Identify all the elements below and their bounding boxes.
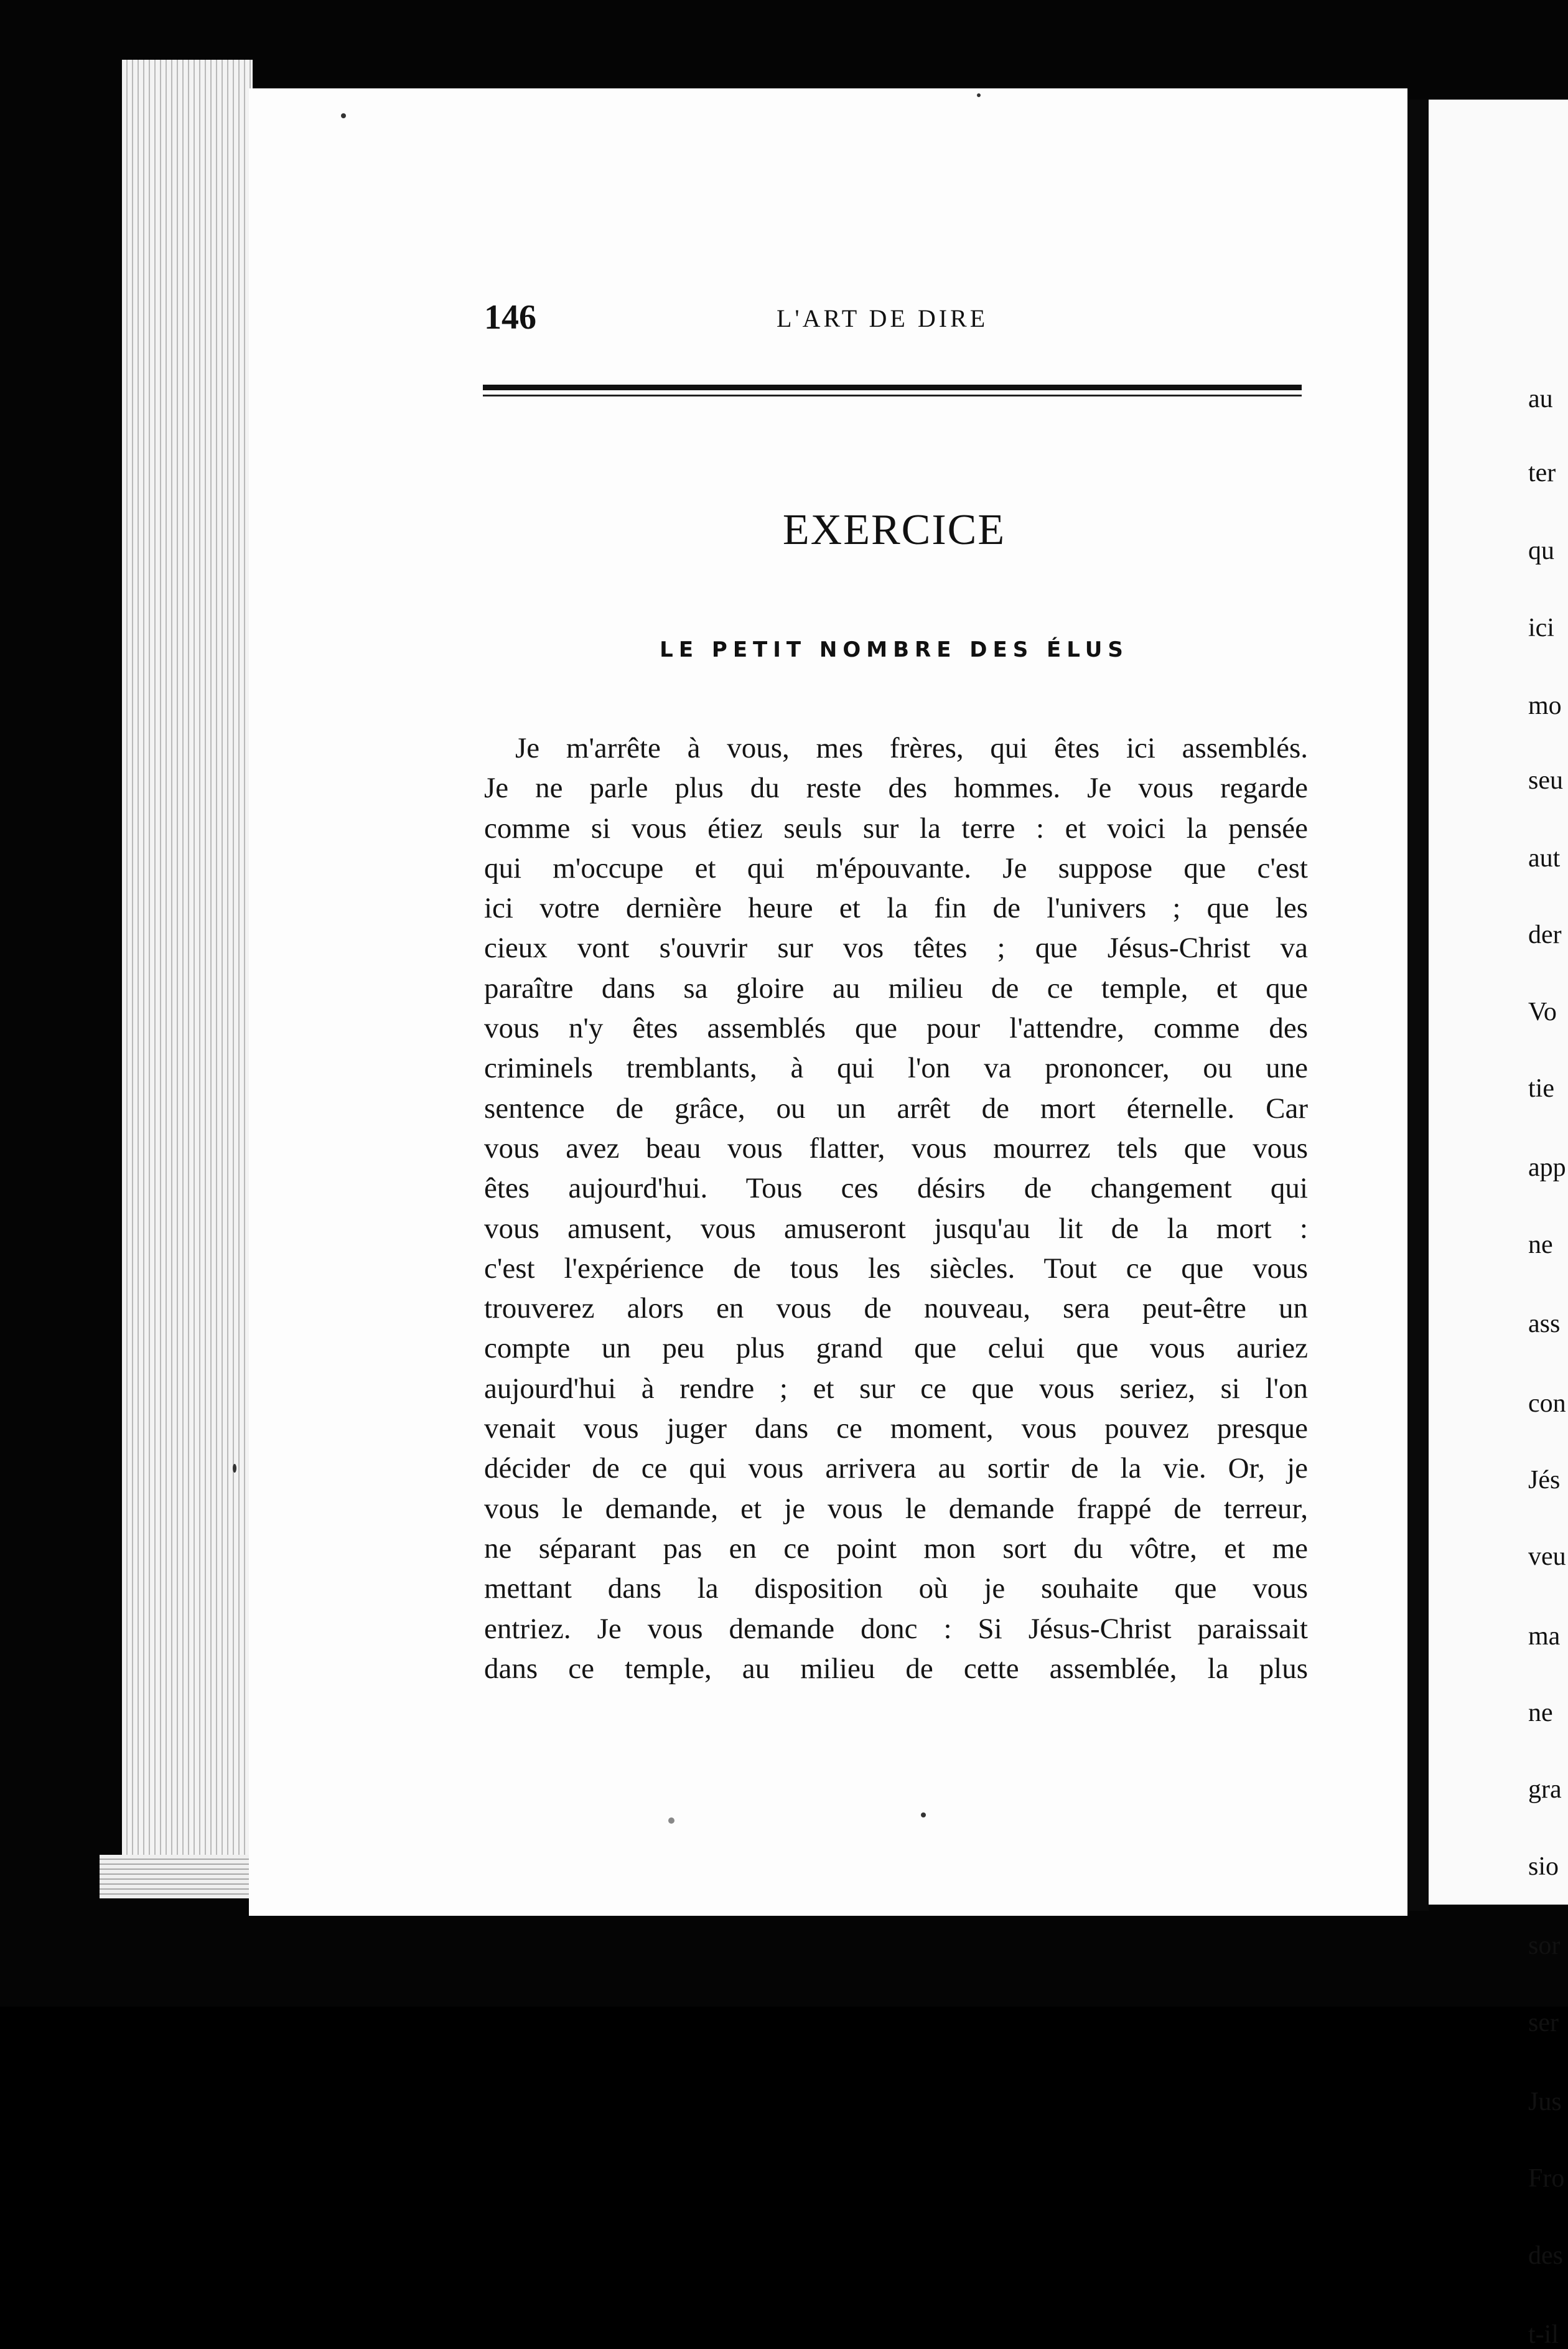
- facing-page-line: ne: [1528, 1230, 1553, 1259]
- body-text: [484, 728, 1308, 1689]
- facing-page-line: au: [1528, 384, 1553, 413]
- facing-page-line: t-il: [1528, 2320, 1559, 2349]
- book-page-edges: [122, 60, 253, 1890]
- facing-page-line: sor: [1528, 1931, 1561, 1961]
- facing-page-line: ser: [1528, 2008, 1559, 2037]
- running-head: [484, 298, 1307, 341]
- book-page-right: [1429, 100, 1568, 2349]
- text-line: qui m'occupe et qui m'épouvante. Je suppose que c'est: [484, 851, 1308, 884]
- text-line: vous avez beau vous flatter, vous mourrez tels que vous: [484, 1132, 1308, 1165]
- facing-page-line: sio: [1528, 1852, 1559, 1881]
- section-subheading: LE PETIT NOMBRE DES ÉLUS: [660, 637, 1129, 662]
- text-line: décider de ce qui vous arrivera au sortir de la vie. Or, je: [484, 1452, 1308, 1485]
- facing-page-line: Vo: [1528, 997, 1557, 1026]
- facing-page-line: Jés: [1528, 1465, 1561, 1494]
- book-gutter: [1407, 100, 1429, 1911]
- facing-page-line: Fro: [1528, 2164, 1565, 2193]
- text-line: compte un peu plus grand que celui que vous auriez: [484, 1332, 1308, 1365]
- text-line: trouverez alors en vous de nouveau, sera peut-être un: [484, 1292, 1308, 1325]
- section-heading: EXERCICE: [782, 506, 1006, 554]
- text-line: ne séparant pas en ce point mon sort du vôtre, et me: [484, 1532, 1308, 1565]
- header-rule-thick: [483, 385, 1302, 390]
- text-line: sentence de grâce, ou un arrêt de mort éternelle. Car: [484, 1092, 1308, 1125]
- text-line: aujourd'hui à rendre ; et sur ce que vous seriez, si l'on: [484, 1372, 1308, 1405]
- facing-page-line: mo: [1528, 692, 1562, 721]
- page-number: 146: [484, 298, 536, 337]
- facing-page-line: ici: [1528, 613, 1554, 642]
- speck: [977, 93, 981, 97]
- text-line: venait vous juger dans ce moment, vous pouvez presque: [484, 1412, 1308, 1445]
- text-line: dans ce temple, au milieu de cette assemblée, la plus: [484, 1652, 1308, 1685]
- text-line: cieux vont s'ouvrir sur vos têtes ; que Jésus-Christ va: [484, 932, 1308, 965]
- text-line: comme si vous étiez seuls sur la terre : et voici la pensée: [484, 812, 1308, 845]
- facing-page-line: seu: [1528, 766, 1563, 795]
- facing-page-line: ne: [1528, 1699, 1553, 1728]
- facing-page-line: con: [1528, 1389, 1566, 1418]
- text-line: êtes aujourd'hui. Tous ces désirs de changement qui: [484, 1172, 1308, 1205]
- text-line: mettant dans la disposition où je souhaite que vous: [484, 1572, 1308, 1605]
- header-rule-thin: [483, 395, 1302, 396]
- facing-page-line: tie: [1528, 1074, 1554, 1104]
- text-line: c'est l'expérience de tous les siècles. Tout ce que vous: [484, 1252, 1308, 1285]
- speck: [668, 1817, 674, 1824]
- speck: [341, 113, 346, 118]
- speck: [233, 1464, 236, 1473]
- text-line: ici votre dernière heure et la fin de l'univers ; que les: [484, 892, 1308, 925]
- speck: [921, 1812, 926, 1817]
- text-line: criminels tremblants, à qui l'on va prononcer, ou une: [484, 1052, 1308, 1085]
- text-line: Je ne parle plus du reste des hommes. Je vous regarde: [484, 772, 1308, 805]
- text-line: paraître dans sa gloire au milieu de ce temple, et que: [484, 972, 1308, 1005]
- text-line: vous le demande, et je vous le demande frappé de terreur,: [484, 1492, 1308, 1525]
- book-page-edges-bottom: [100, 1855, 261, 1898]
- facing-page-line: app: [1528, 1153, 1566, 1183]
- facing-page-line: ter: [1528, 459, 1556, 488]
- facing-page-line: des: [1528, 2241, 1563, 2270]
- facing-page-line: ass: [1528, 1310, 1561, 1339]
- facing-page-line: Jus: [1528, 2087, 1562, 2116]
- text-line: Je m'arrête à vous, mes frères, qui êtes ici assemblés.: [515, 732, 1308, 764]
- facing-page-line: ma: [1528, 1621, 1561, 1651]
- facing-page-line: aut: [1528, 843, 1561, 873]
- facing-page-line: der: [1528, 921, 1562, 950]
- facing-page-line: gra: [1528, 1775, 1562, 1804]
- facing-page-line: veu: [1528, 1542, 1566, 1572]
- text-line: entriez. Je vous demande donc : Si Jésus-Christ paraissait: [484, 1612, 1308, 1645]
- facing-page-line: qu: [1528, 537, 1554, 566]
- text-line: vous n'y êtes assemblés que pour l'attendre, comme des: [484, 1012, 1308, 1045]
- text-line: vous amusent, vous amuseront jusqu'au lit de la mort :: [484, 1212, 1308, 1245]
- running-title: L'ART DE DIRE: [777, 304, 989, 332]
